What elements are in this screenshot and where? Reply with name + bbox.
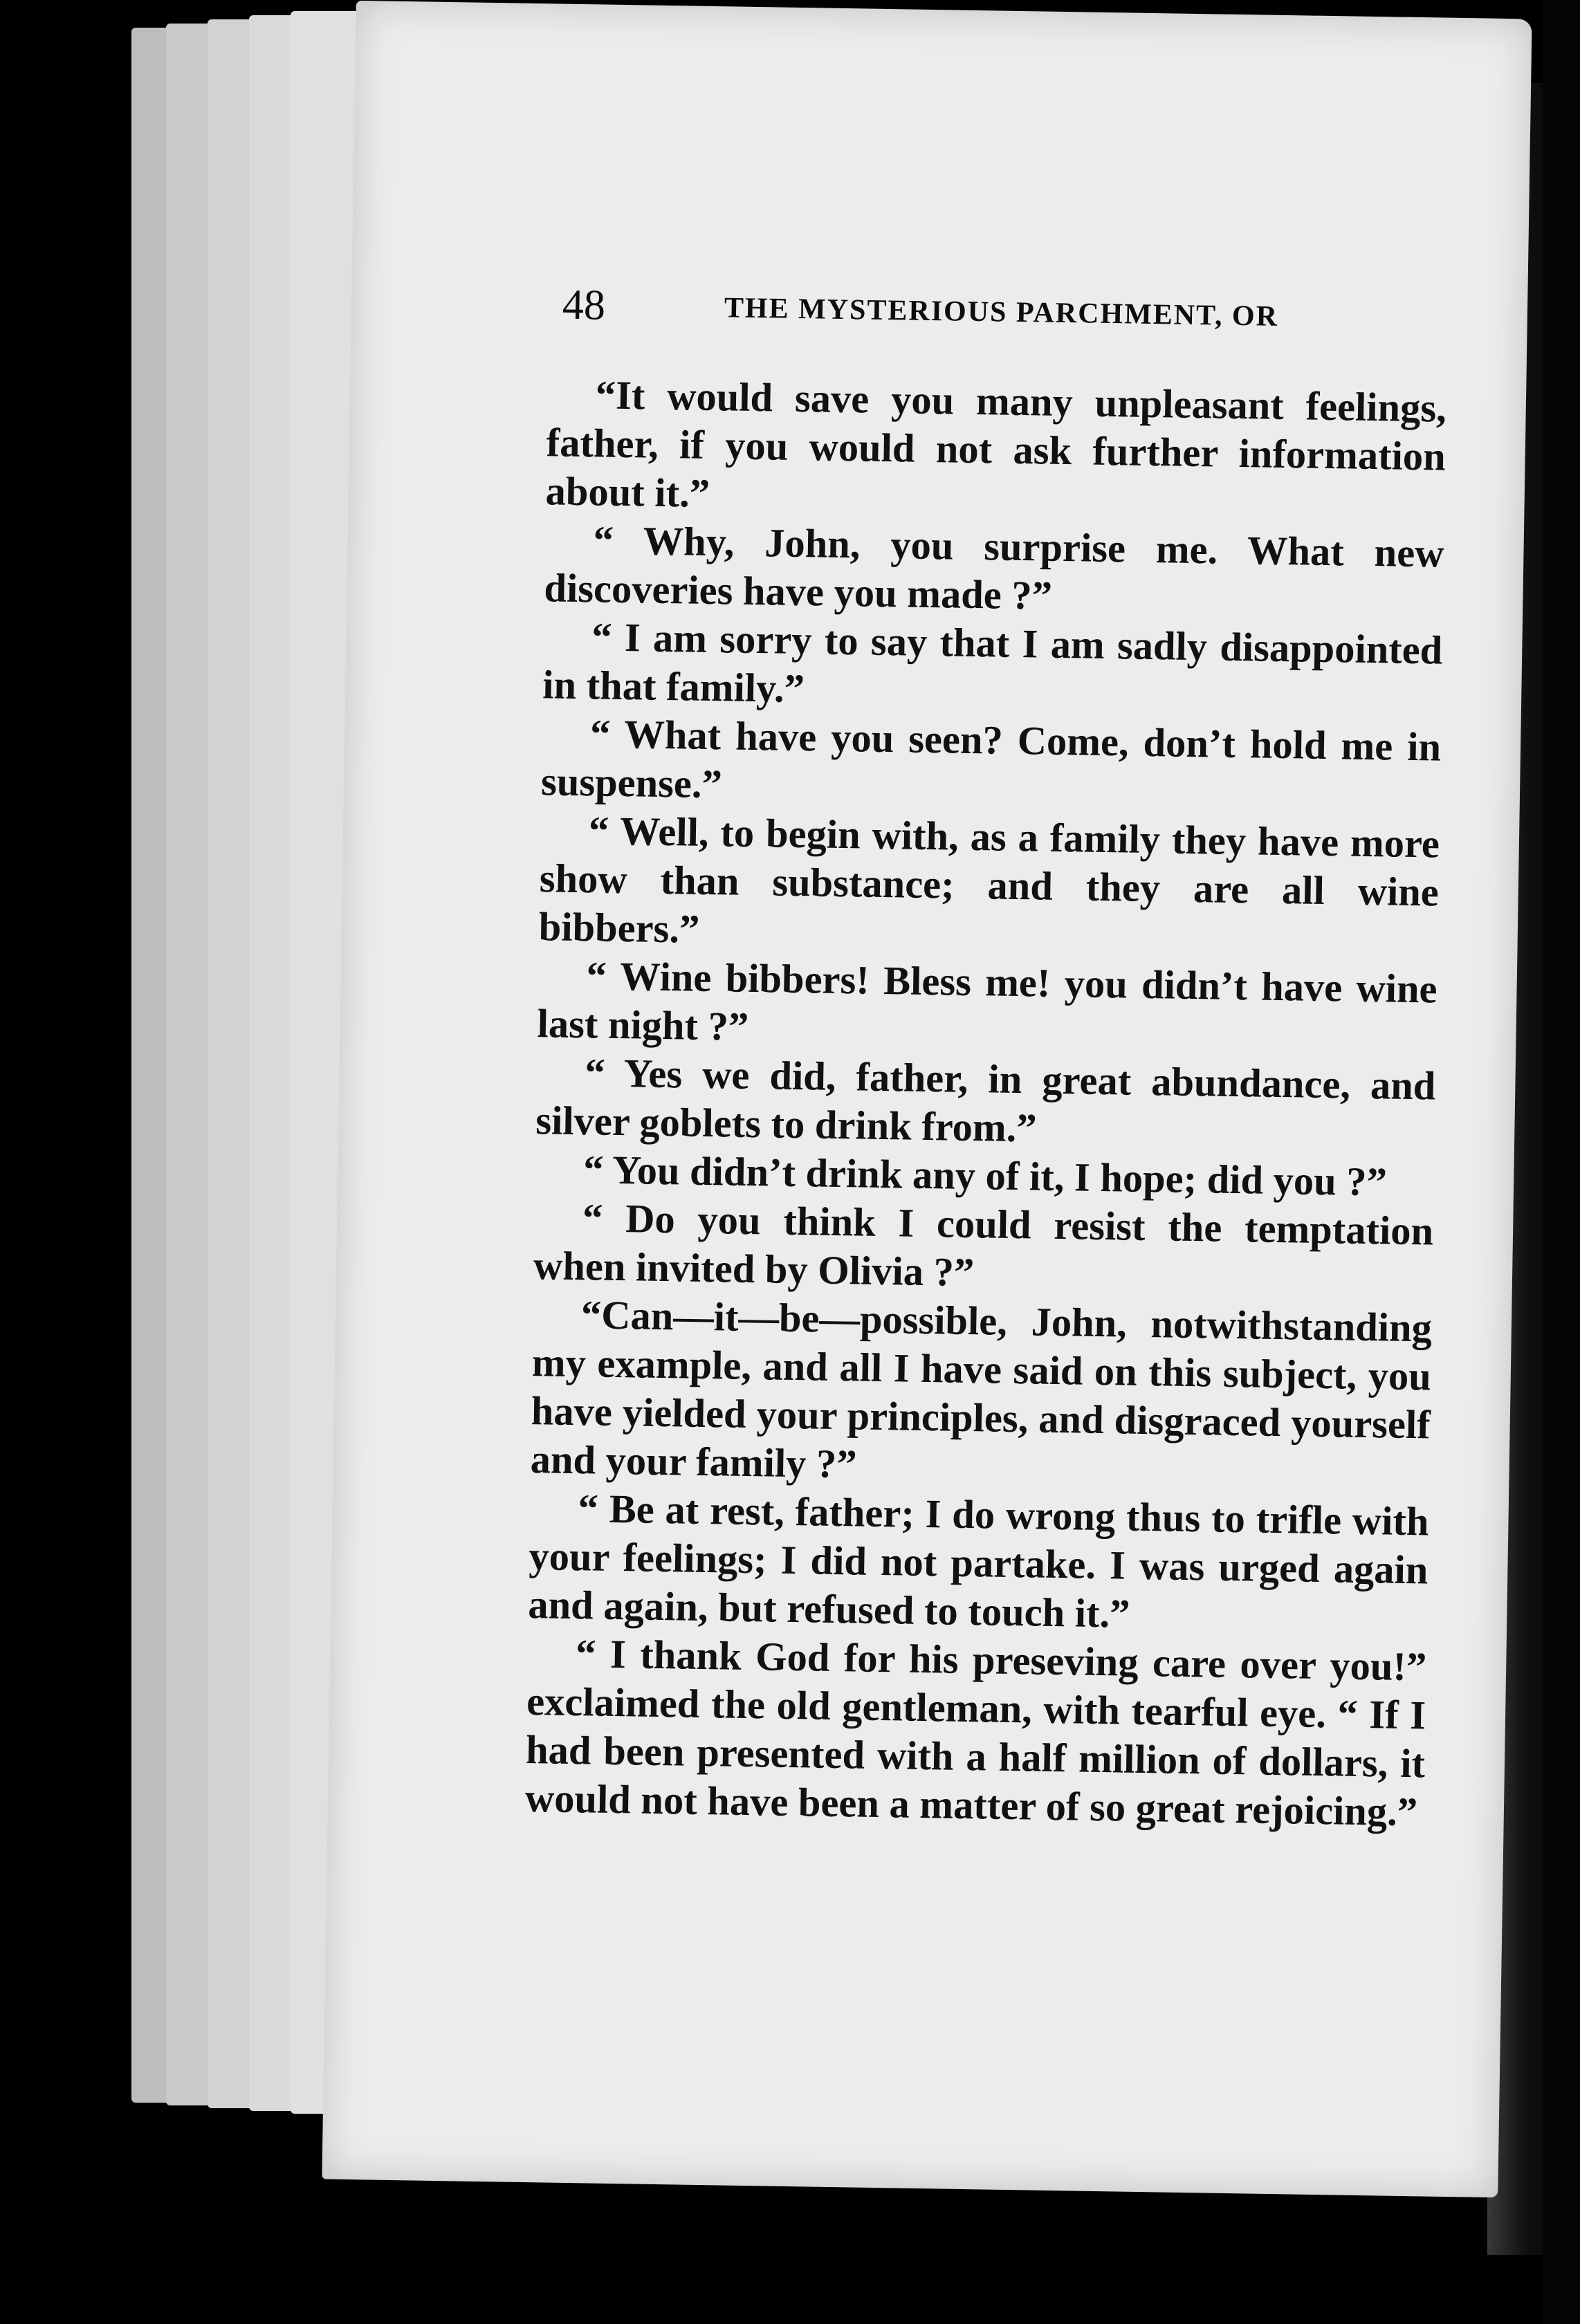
paragraph: “ I am sorry to say that I am sadly disappointed in that family.” — [542, 614, 1443, 712]
book-page — [322, 1, 1532, 2197]
paragraph: “ Wine bibbers! Bless me! you didn’t have wine last night ?” — [537, 953, 1438, 1049]
paragraph: “ Why, John, you surprise me. What new discoveries have you made ?” — [544, 517, 1444, 618]
paragraph: “ You didn’t drink any of it, I hope; did you ?” — [582, 1147, 1388, 1205]
running-title: THE MYSTERIOUS PARCHMENT, OR — [724, 292, 1279, 333]
page-header — [562, 281, 1393, 343]
paragraph: “ Well, to begin with, as a family they have more show than substance; and they are all wine bibbers.” — [538, 808, 1440, 952]
paragraph: “ Do you think I could resist the temptation when invited by Olivia ?” — [533, 1195, 1434, 1295]
paragraph: “ I thank God for his preseving care over you!” exclaimed the old gentleman, with tearful eye. “ If I had been presented with a half million of dollars, it would not have been a matter of so great rejoicing.” — [524, 1631, 1427, 1835]
paragraph: “ Yes we did, father, in great abundance, and silver goblets to drink from.” — [535, 1050, 1436, 1151]
page-body-text — [524, 370, 1446, 1836]
paragraph: “Can—it—be—possible, John, notwithstanding my example, and all I have said on this subject, you have yielded your principles, and disgraced yourself and your family ?” — [530, 1292, 1433, 1487]
page-number: 48 — [562, 281, 606, 329]
paragraph: “ What have you seen? Come, don’t hold me in suspense.” — [540, 711, 1442, 807]
facing-page-edge — [1543, 0, 1580, 2324]
paragraph: “It would save you many unpleasant feelings, father, if you would not ask further information about it.” — [545, 372, 1447, 516]
paragraph: “ Be at rest, father; I do wrong thus to trifle with your feelings; I did not partake. I was urged again and again, but refused to touch it.” — [527, 1486, 1430, 1636]
